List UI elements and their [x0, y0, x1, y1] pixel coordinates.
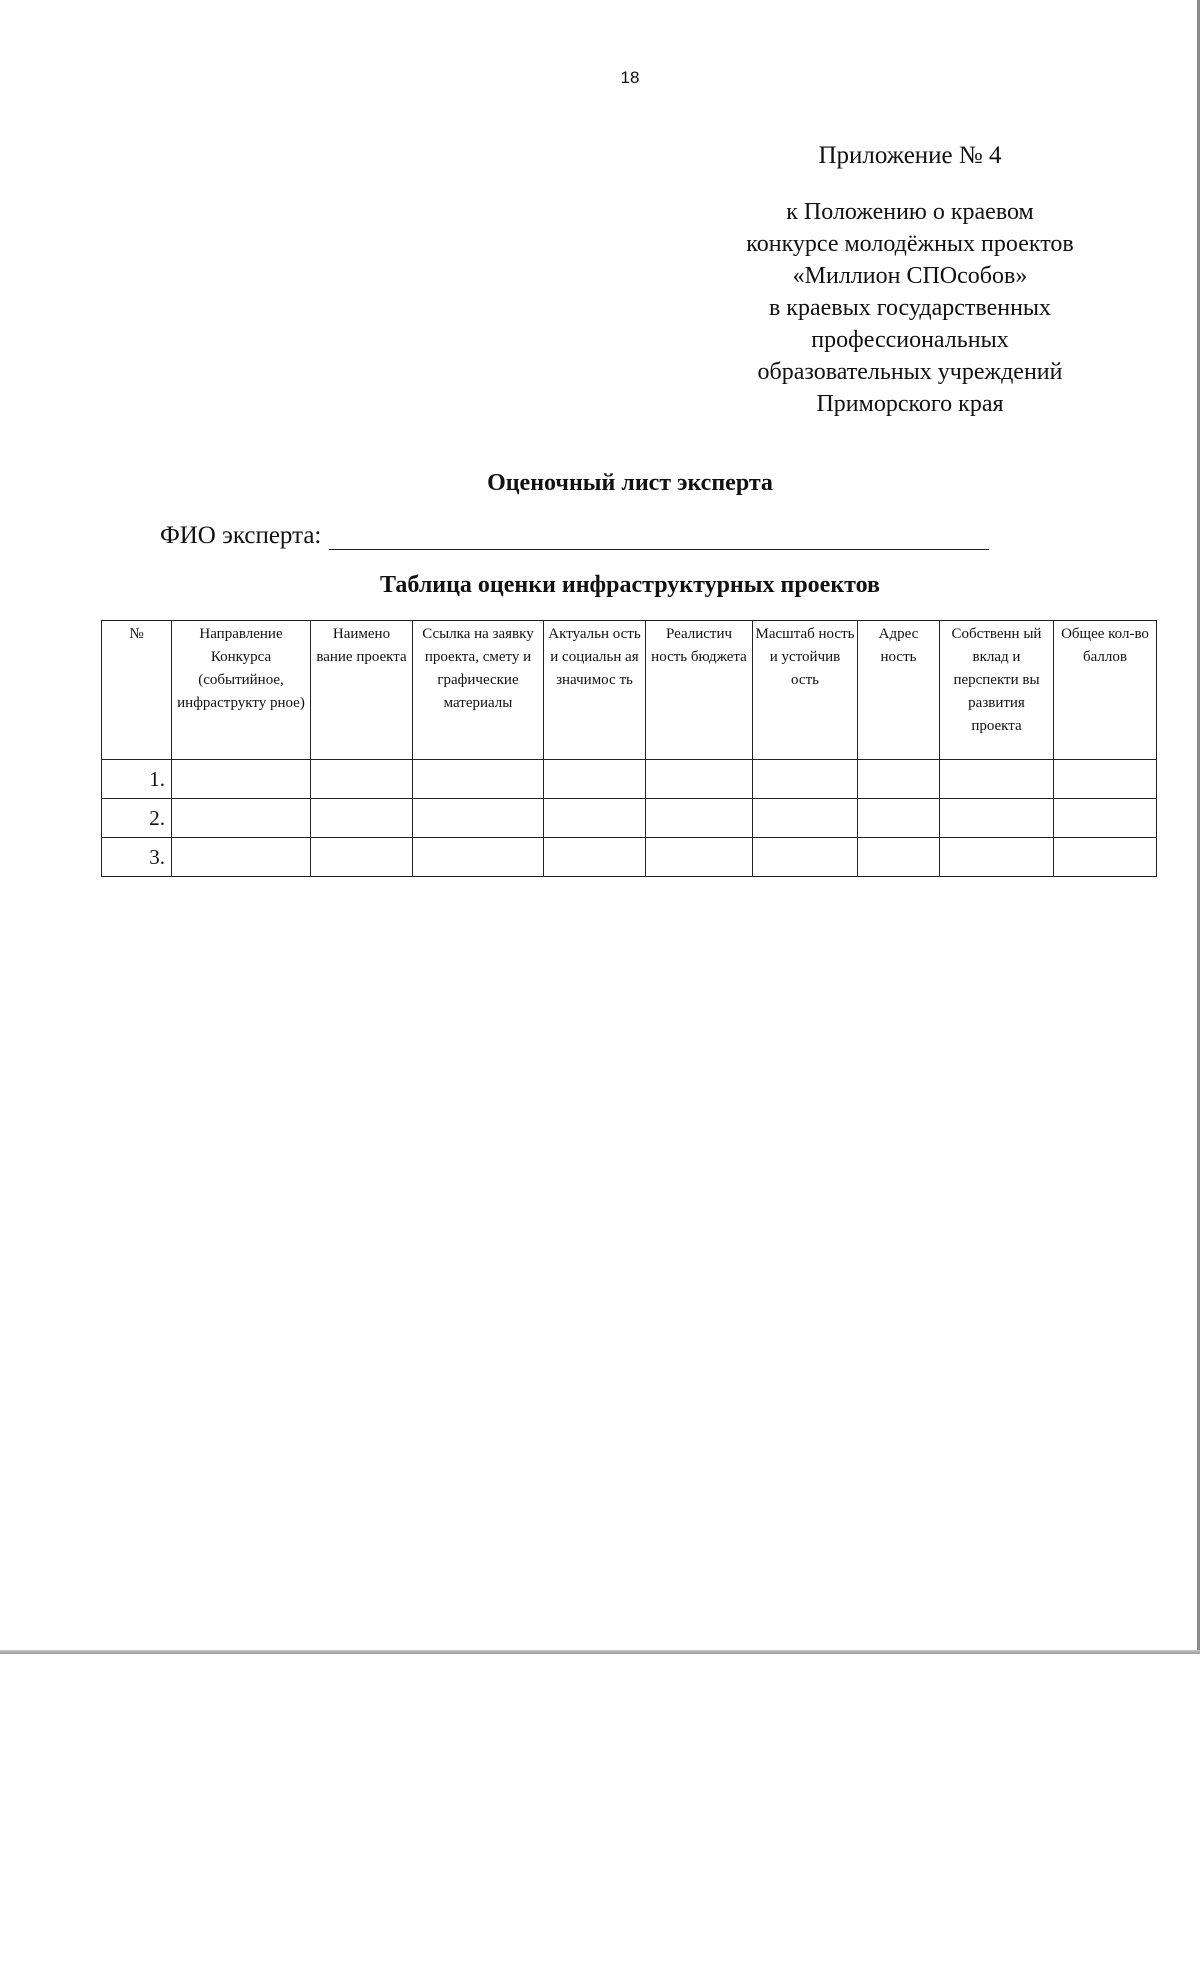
- appendix-subtitle-line: конкурсе молодёжных проектов: [746, 231, 1074, 257]
- table-row: [102, 799, 1157, 838]
- table-cell[interactable]: [1054, 760, 1157, 799]
- sheet-title: Оценочный лист эксперта: [487, 470, 773, 496]
- appendix-subtitle-line: в краевых государственных: [768, 295, 1052, 321]
- table-cell[interactable]: [311, 838, 413, 877]
- table-cell[interactable]: [1054, 799, 1157, 838]
- table-cell[interactable]: [413, 799, 544, 838]
- appendix-subtitle-line: «Миллион СПОсобов»: [792, 263, 1028, 289]
- table-cell[interactable]: [858, 760, 940, 799]
- appendix-subtitle-line: к Положению о краевом: [786, 199, 1034, 225]
- table-cell[interactable]: [544, 838, 646, 877]
- table-header-row: [102, 621, 1157, 760]
- table-row: [102, 838, 1157, 877]
- appendix-subtitle-line: Приморского края: [816, 391, 1004, 417]
- header-cell-budget-realism: Реалистич ность бюджета: [646, 621, 753, 760]
- table-cell[interactable]: [413, 838, 544, 877]
- table-title: Таблица оценки инфраструктурных проектов: [380, 572, 880, 598]
- header-cell-targeting: Адрес ность: [858, 621, 940, 760]
- table-cell[interactable]: [753, 838, 858, 877]
- row-number: 3.: [102, 838, 172, 877]
- page-edge-bottom: [0, 1650, 1200, 1654]
- table-cell[interactable]: [646, 760, 753, 799]
- appendix-subtitle-line: образовательных учреждений: [757, 359, 1063, 385]
- table-cell[interactable]: [172, 799, 311, 838]
- expert-name-blank[interactable]: [329, 525, 989, 550]
- header-cell-direction: Направление Конкурса (событийное, инфраструкту рное): [172, 621, 311, 760]
- header-cell-project-name: Наимено вание проекта: [311, 621, 413, 760]
- appendix-title: Приложение № 4: [818, 142, 1002, 169]
- header-cell-total-score: Общее кол-во баллов: [1054, 621, 1157, 760]
- header-cell-relevance: Актуальн ость и социальн ая значимос ть: [544, 621, 646, 760]
- table-cell[interactable]: [940, 799, 1054, 838]
- header-cell-contribution: Собственн ый вклад и перспекти вы развития проекта: [940, 621, 1054, 760]
- table-cell[interactable]: [413, 760, 544, 799]
- table-cell[interactable]: [172, 838, 311, 877]
- table-row: [102, 760, 1157, 799]
- table-cell[interactable]: [753, 799, 858, 838]
- expert-name-label: ФИО эксперта:: [160, 522, 322, 549]
- appendix-subtitle-line: профессиональных: [811, 327, 1009, 353]
- table-cell[interactable]: [858, 838, 940, 877]
- table-cell[interactable]: [646, 838, 753, 877]
- table-cell[interactable]: [753, 760, 858, 799]
- table-cell[interactable]: [858, 799, 940, 838]
- expert-name-line: [160, 522, 1020, 550]
- table-cell[interactable]: [544, 799, 646, 838]
- header-cell-application-link: Ссылка на заявку проекта, смету и графические материалы: [413, 621, 544, 760]
- header-cell-number: №: [102, 621, 172, 760]
- evaluation-table: [101, 620, 1157, 877]
- page-number: 18: [620, 68, 640, 87]
- table-cell[interactable]: [646, 799, 753, 838]
- table-cell[interactable]: [940, 760, 1054, 799]
- header-cell-scale: Масштаб ность и устойчив ость: [753, 621, 858, 760]
- table-cell[interactable]: [172, 760, 311, 799]
- table-cell[interactable]: [544, 760, 646, 799]
- table-cell[interactable]: [1054, 838, 1157, 877]
- table-cell[interactable]: [311, 760, 413, 799]
- appendix-subtitle: [700, 196, 1120, 420]
- row-number: 1.: [102, 760, 172, 799]
- row-number: 2.: [102, 799, 172, 838]
- table-cell[interactable]: [940, 838, 1054, 877]
- table-cell[interactable]: [311, 799, 413, 838]
